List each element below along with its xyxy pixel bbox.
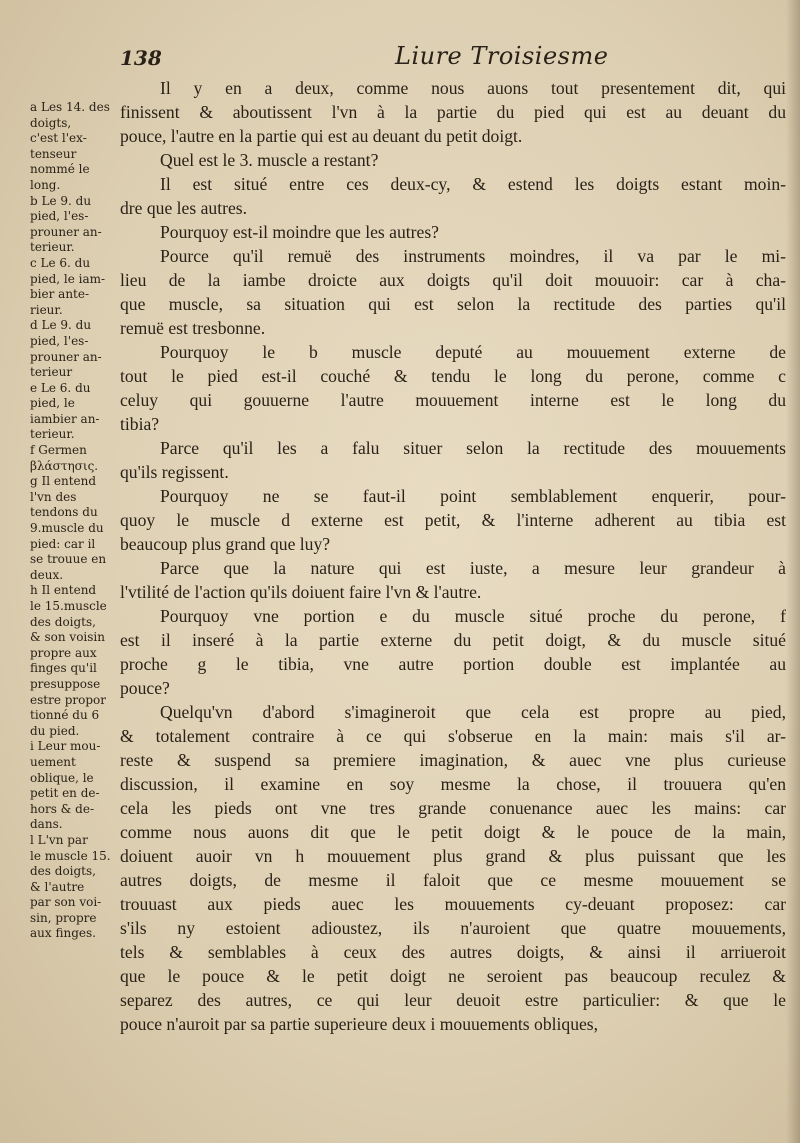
text-line: tibia? [120, 414, 160, 434]
text-line: proche g le tibia, vne autre portion double est implantée au [120, 654, 786, 674]
margin-note-line: tendons du [30, 505, 98, 520]
margin-note-line: tionné du 6 [30, 708, 100, 723]
text-line: celuy qui gouuerne l'autre mouuement interne est le long du [120, 390, 786, 410]
margin-note-line: terieur [30, 365, 73, 380]
margin-note-line: & l'autre [30, 879, 85, 894]
text-line: Parce qu'il les a falu situer selon la rectitude des mouuements [160, 438, 786, 458]
margin-note-line: a Les 14. des [30, 100, 110, 114]
margin-note-line: se trouue en [30, 552, 107, 567]
text-line: & totalement contraire à ce qui s'obserue en la main: mais s'il ar- [120, 726, 786, 746]
margin-note-line: terieur. [30, 240, 75, 255]
margin-note-line: par son voi- [30, 895, 102, 910]
margin-notes [30, 100, 118, 942]
text-line: s'ils ny estoient adioustez, ils n'auroient que quatre mouuements, [120, 918, 786, 938]
text-line: que le pouce & le petit doigt ne seroient pas beaucoup reculez & [120, 966, 786, 986]
margin-note-line: terieur. [30, 427, 75, 442]
text-line: reste & suspend sa premiere imagination, & auec vne plus curieuse [120, 750, 786, 770]
text-line: tout le pied est-il couché & tendu le long du perone, comme c [120, 366, 786, 386]
text-line: Pourquoy est-il moindre que les autres? [160, 222, 439, 242]
text-line: Pource qu'il remuë des instruments moindres, il va par le mi- [160, 246, 786, 266]
text-line: Pourquoy vne portion e du muscle situé proche du perone, f [160, 606, 786, 626]
text-line: beaucoup plus grand que luy? [120, 534, 331, 554]
margin-note-line: uement [30, 754, 76, 769]
margin-note-line: des doigts, [30, 864, 96, 879]
margin-note-line: rieur. [30, 302, 63, 317]
margin-note-line: propre aux [30, 645, 97, 660]
text-line: qu'ils regissent. [120, 462, 229, 482]
text-line: est il inseré à la partie externe du petit doigt, & du muscle situé [120, 630, 786, 650]
margin-note-line: aux finges. [30, 926, 96, 941]
margin-note-line: c'est l'ex- [30, 131, 87, 146]
body-text [120, 76, 786, 1036]
margin-note-line: dans. [30, 817, 63, 832]
text-line: separez des autres, ce qui leur deuoit estre particulier: & que le [120, 990, 786, 1010]
margin-note-line: i Leur mou- [30, 739, 101, 754]
text-line: cela les pieds ont vne tres grande conuenance auec les mains: car [120, 798, 786, 818]
margin-note-line: l L'vn par [30, 832, 88, 847]
margin-note-line: des doigts, [30, 614, 96, 629]
text-line: pouce? [120, 678, 170, 698]
margin-note-line: βλάστησις. [30, 458, 99, 473]
margin-note-line: 9.muscle du [30, 521, 104, 536]
text-line: pouce, l'autre en la partie qui est au deuant du petit doigt. [120, 126, 523, 146]
text-line: Pourquoy le b muscle deputé au mouuement externe de [160, 342, 786, 362]
margin-note-line: g Il entend [30, 474, 97, 489]
text-line: l'vtilité de l'action qu'ils doiuent faire l'vn & l'autre. [120, 582, 482, 602]
margin-note-line: petit en de- [30, 786, 100, 801]
margin-note-line: h Il entend [30, 583, 97, 598]
margin-note-line: pied, l'es- [30, 209, 89, 224]
margin-note-line: b Le 9. du [30, 193, 92, 208]
margin-note-line: tenseur [30, 146, 77, 161]
margin-note-line: pied, le iam- [30, 271, 106, 286]
margin-note-line: estre propor [30, 692, 107, 707]
text-line: Pourquoy ne se faut-il point semblablement enquerir, pour- [160, 486, 786, 506]
text-line: Il y en a deux, comme nous auons tout presentement dit, qui [160, 78, 786, 98]
margin-note-line: sin, propre [30, 910, 97, 925]
text-line: quoy le muscle d externe est petit, & l'interne adherent au tibia est [120, 510, 786, 530]
margin-note-line: bier ante- [30, 287, 90, 302]
running-title: Liure Troisiesme [395, 42, 609, 70]
margin-note-line: le muscle 15. [30, 848, 111, 863]
text-line: finissent & aboutissent l'vn à la partie du pied qui est au deuant du [120, 102, 786, 122]
margin-note-line: nommé le [30, 162, 90, 177]
text-line: lieu de la iambe droicte aux doigts qu'il doit mouuoir: car à cha- [120, 270, 786, 290]
text-line: comme nous auons dit que le petit doigt & le pouce de la main, [120, 822, 786, 842]
page-number: 138 [120, 46, 162, 70]
margin-note-line: pied: car il [30, 536, 96, 551]
text-line: pouce n'auroit par sa partie superieure deux i mouuements obliques, [120, 1014, 599, 1034]
margin-note-line: deux. [30, 567, 64, 582]
text-line: remuë est tresbonne. [120, 318, 266, 338]
margin-note-line: doigts, [30, 115, 72, 130]
margin-note-line: du pied. [30, 723, 80, 738]
margin-note-line: presuppose [30, 676, 101, 691]
text-line: Parce que la nature qui est iuste, a mesure leur grandeur à [160, 558, 786, 578]
margin-note-line: e Le 6. du [30, 380, 91, 395]
text-line: tels & semblables à ceux des autres doigts, & ainsi il arriueroit [120, 942, 786, 962]
text-line: Quelqu'vn d'abord s'imagineroit que cela est propre au pied, [160, 702, 786, 722]
margin-note-line: pied, le [30, 396, 75, 411]
margin-note-line: c Le 6. du [30, 255, 91, 270]
page-header [0, 40, 800, 70]
text-line: que muscle, sa situation qui est selon la rectitude des parties qu'il [120, 294, 786, 314]
margin-note-line: f Germen [30, 443, 87, 458]
text-line: dre que les autres. [120, 198, 248, 218]
text-line: doiuent auoir vn h mouuement plus grand & plus puissant que les [120, 846, 786, 866]
text-line: Quel est le 3. muscle a restant? [160, 150, 379, 170]
text-line: discussion, il examine en soy mesme la chose, il trouuera qu'en [120, 774, 786, 794]
margin-note-line: le 15.muscle [30, 599, 107, 613]
text-line: Il est situé entre ces deux-cy, & estend les doigts estant moin- [160, 174, 786, 194]
margin-note-line: finges qu'il [30, 661, 97, 676]
margin-note-line: prouner an- [30, 224, 102, 239]
margin-note-line: oblique, le [30, 770, 94, 785]
margin-note-line: d Le 9. du [30, 318, 92, 333]
margin-note-line: prouner an- [30, 349, 102, 364]
text-line: autres doigts, de mesme il faloit que ce mesme mouuement se [120, 870, 786, 890]
margin-note-line: hors & de- [30, 801, 94, 816]
margin-note-line: long. [30, 177, 61, 192]
margin-note-line: pied, l'es- [30, 333, 89, 348]
margin-note-line: l'vn des [30, 489, 77, 504]
margin-note-line: & son voisin [30, 630, 105, 645]
text-line: trouuast aux pieds auec les mouuements cy-deuant proposez: car [120, 894, 786, 914]
margin-note-line: iambier an- [30, 411, 100, 426]
